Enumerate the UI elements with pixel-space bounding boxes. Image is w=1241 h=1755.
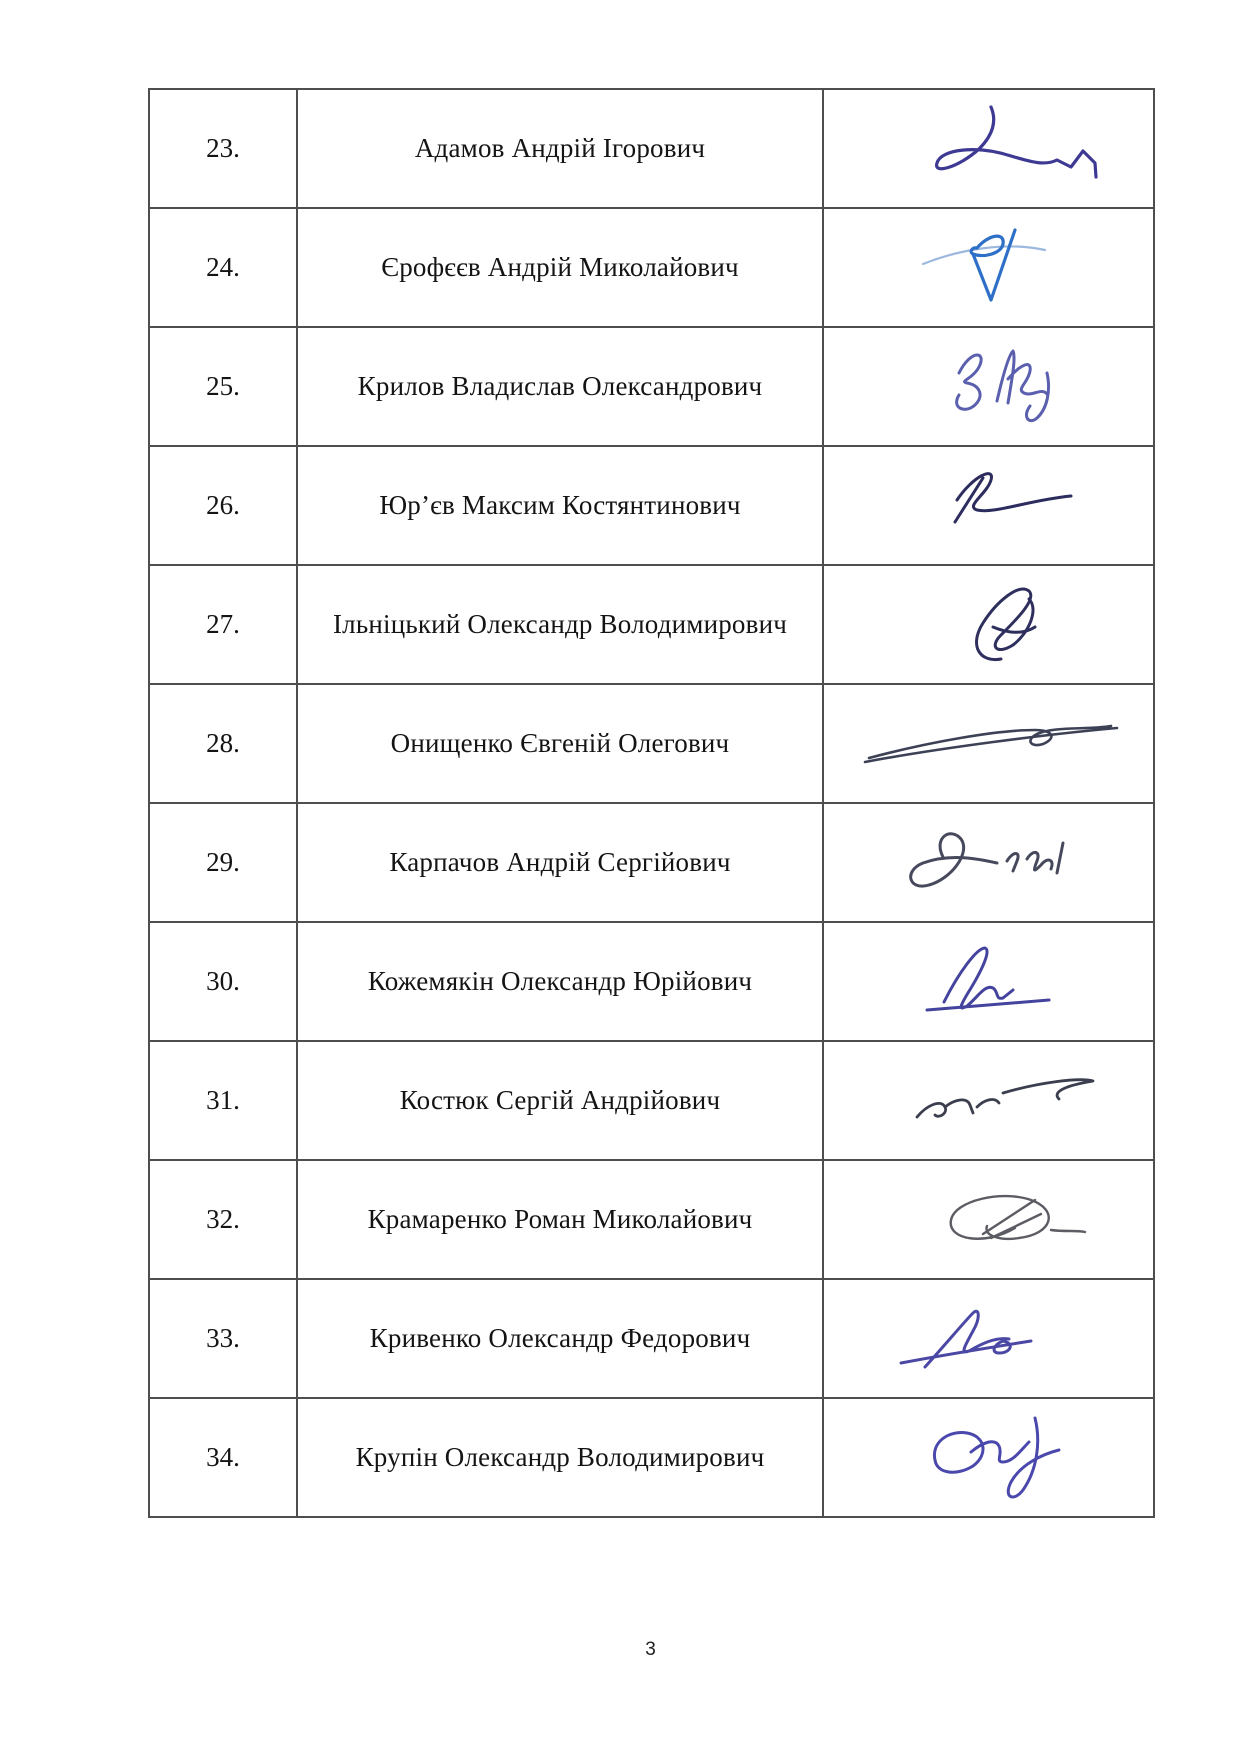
- person-name: Кожемякін Олександр Юрійович: [297, 922, 823, 1041]
- table-row: [149, 327, 1154, 446]
- person-name: Карпачов Андрій Сергійович: [297, 803, 823, 922]
- signature-cell: [823, 565, 1154, 684]
- table-row: [149, 922, 1154, 1041]
- row-number: 23.: [149, 89, 297, 208]
- signature-cell: [823, 1279, 1154, 1398]
- person-name: Єрофєєв Андрій Миколайович: [297, 208, 823, 327]
- person-name: Крупін Олександр Володимирович: [297, 1398, 823, 1517]
- signature-cell: [823, 803, 1154, 922]
- signature-cell: [823, 684, 1154, 803]
- signature-cell: [823, 327, 1154, 446]
- row-number: 28.: [149, 684, 297, 803]
- person-name: Ільніцький Олександр Володимирович: [297, 565, 823, 684]
- signature-image: [839, 220, 1139, 316]
- signature-image: [839, 696, 1139, 792]
- signature-image: [839, 934, 1139, 1030]
- signature-cell: [823, 1160, 1154, 1279]
- table-row: [149, 684, 1154, 803]
- signature-image: [839, 101, 1139, 197]
- row-number: 32.: [149, 1160, 297, 1279]
- table-row: [149, 89, 1154, 208]
- signatures-table-body: [149, 89, 1154, 1517]
- table-row: [149, 1279, 1154, 1398]
- signatures-table: [148, 88, 1155, 1518]
- person-name: Кривенко Олександр Федорович: [297, 1279, 823, 1398]
- signature-image: [839, 1291, 1139, 1387]
- signature-image: [839, 1172, 1139, 1268]
- signature-image: [839, 1053, 1139, 1149]
- row-number: 29.: [149, 803, 297, 922]
- signature-image: [839, 339, 1139, 435]
- row-number: 26.: [149, 446, 297, 565]
- table-row: [149, 208, 1154, 327]
- person-name: Костюк Сергій Андрійович: [297, 1041, 823, 1160]
- row-number: 33.: [149, 1279, 297, 1398]
- table-row: [149, 446, 1154, 565]
- signature-image: [839, 1410, 1139, 1506]
- person-name: Адамов Андрій Ігорович: [297, 89, 823, 208]
- row-number: 24.: [149, 208, 297, 327]
- table-row: [149, 1041, 1154, 1160]
- signature-image: [839, 458, 1139, 554]
- person-name: Онищенко Євгеній Олегович: [297, 684, 823, 803]
- signature-cell: [823, 1398, 1154, 1517]
- signature-cell: [823, 446, 1154, 565]
- signature-cell: [823, 89, 1154, 208]
- page-number: 3: [645, 1639, 656, 1660]
- row-number: 34.: [149, 1398, 297, 1517]
- signature-cell: [823, 208, 1154, 327]
- person-name: Юр’єв Максим Костянтинович: [297, 446, 823, 565]
- table-row: [149, 565, 1154, 684]
- row-number: 30.: [149, 922, 297, 1041]
- signature-image: [839, 577, 1139, 673]
- table-row: [149, 1160, 1154, 1279]
- row-number: 31.: [149, 1041, 297, 1160]
- table-row: [149, 803, 1154, 922]
- signature-cell: [823, 922, 1154, 1041]
- signature-cell: [823, 1041, 1154, 1160]
- person-name: Крилов Владислав Олександрович: [297, 327, 823, 446]
- row-number: 25.: [149, 327, 297, 446]
- person-name: Крамаренко Роман Миколайович: [297, 1160, 823, 1279]
- table-row: [149, 1398, 1154, 1517]
- row-number: 27.: [149, 565, 297, 684]
- signature-image: [839, 815, 1139, 911]
